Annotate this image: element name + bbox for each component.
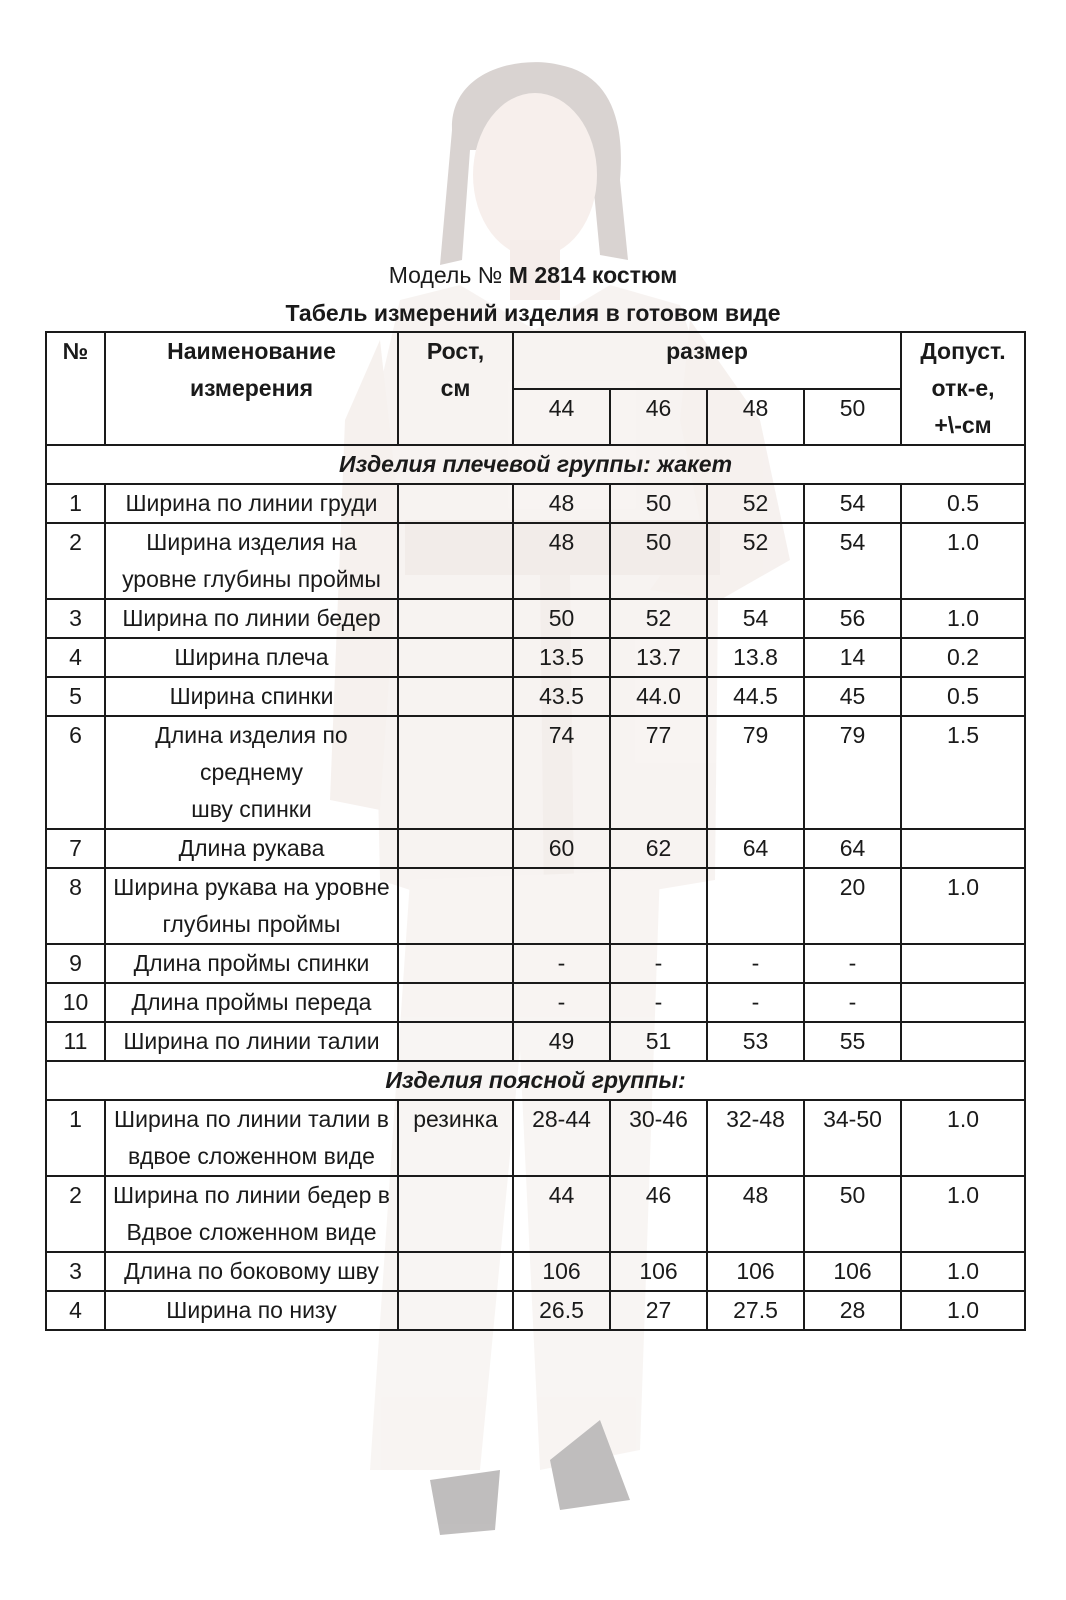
height-value <box>398 1176 513 1252</box>
height-value: резинка <box>398 1100 513 1176</box>
height-value <box>398 1291 513 1330</box>
table-row <box>46 484 1025 523</box>
size-value: - <box>707 983 804 1022</box>
row-number: 8 <box>46 868 105 944</box>
measurement-name-line: шву спинки <box>191 796 312 822</box>
height-value <box>398 599 513 638</box>
tolerance-value: 1.0 <box>901 1252 1025 1291</box>
size-value: - <box>804 983 901 1022</box>
size-value: 50 <box>610 523 707 599</box>
measurement-name-line: Ширина изделия на <box>146 529 357 555</box>
height-value <box>398 983 513 1022</box>
measurement-name <box>105 944 398 983</box>
size-value: 74 <box>513 716 610 829</box>
size-value: 50 <box>804 1176 901 1252</box>
tolerance-value: 1.0 <box>901 523 1025 599</box>
size-value: 44.5 <box>707 677 804 716</box>
header-tolerance <box>901 332 1025 445</box>
height-value <box>398 829 513 868</box>
header-height-line: см <box>440 375 471 401</box>
size-value: 64 <box>707 829 804 868</box>
header-name-line: измерения <box>189 375 314 401</box>
group-row <box>46 445 1025 484</box>
size-value: 44.0 <box>610 677 707 716</box>
measurement-name-line: Ширина спинки <box>169 683 334 709</box>
table-row <box>46 1176 1025 1252</box>
size-value: 48 <box>513 484 610 523</box>
row-number: 6 <box>46 716 105 829</box>
height-value <box>398 484 513 523</box>
row-number: 4 <box>46 1291 105 1330</box>
group-row <box>46 1061 1025 1100</box>
row-number: 1 <box>46 1100 105 1176</box>
size-value: 13.5 <box>513 638 610 677</box>
size-value: 48 <box>707 1176 804 1252</box>
model-title-number: М 2814 костюм <box>508 262 678 288</box>
header-size-value: 46 <box>610 389 707 446</box>
model-title-prefix: Модель № <box>388 262 503 288</box>
measurement-name-line: Ширина по линии бедер <box>122 605 381 631</box>
height-value <box>398 716 513 829</box>
size-value: 62 <box>610 829 707 868</box>
measurement-table <box>45 331 1026 1331</box>
measurement-name-line: Длина рукава <box>178 835 325 861</box>
measurement-name-line: Длина проймы спинки <box>133 950 370 976</box>
measurement-name-line: Ширина по линии груди <box>125 490 378 516</box>
size-value: 54 <box>707 599 804 638</box>
size-value: 79 <box>804 716 901 829</box>
tolerance-value: 0.5 <box>901 484 1025 523</box>
header-row <box>46 332 1025 389</box>
size-value: 50 <box>610 484 707 523</box>
measurement-name-line: Вдвое сложенном виде <box>126 1219 377 1245</box>
height-value <box>398 944 513 983</box>
header-size: размер <box>513 332 901 389</box>
size-value: 26.5 <box>513 1291 610 1330</box>
size-value: 28 <box>804 1291 901 1330</box>
measurement-name <box>105 716 398 829</box>
tolerance-value <box>901 1022 1025 1061</box>
measurement-name-line: Ширина рукава на уровне <box>113 874 390 900</box>
size-value: 55 <box>804 1022 901 1061</box>
row-number: 3 <box>46 1252 105 1291</box>
tolerance-value: 1.0 <box>901 1291 1025 1330</box>
table-row <box>46 1022 1025 1061</box>
table-row <box>46 716 1025 829</box>
size-value <box>610 868 707 944</box>
header-height-line: Рост, <box>426 338 485 364</box>
row-number: 5 <box>46 677 105 716</box>
measurement-name-line: Ширина плеча <box>174 644 329 670</box>
size-value: 77 <box>610 716 707 829</box>
measurement-name <box>105 523 398 599</box>
size-value: 30-46 <box>610 1100 707 1176</box>
header-height <box>398 332 513 445</box>
measurement-name-line: Ширина по низу <box>166 1297 337 1323</box>
size-value: 20 <box>804 868 901 944</box>
size-value: - <box>707 944 804 983</box>
height-value <box>398 677 513 716</box>
table-row <box>46 1100 1025 1176</box>
tolerance-value <box>901 983 1025 1022</box>
header-num: № <box>46 332 105 445</box>
row-number: 9 <box>46 944 105 983</box>
height-value <box>398 523 513 599</box>
size-value: 44 <box>513 1176 610 1252</box>
table-subtitle: Табель измерений изделия в готовом виде <box>285 300 781 326</box>
height-value <box>398 638 513 677</box>
size-value: 106 <box>804 1252 901 1291</box>
table-row <box>46 1291 1025 1330</box>
table-row <box>46 983 1025 1022</box>
row-number: 4 <box>46 638 105 677</box>
size-value: 54 <box>804 523 901 599</box>
measurement-name <box>105 677 398 716</box>
size-value: - <box>610 944 707 983</box>
measurement-name <box>105 829 398 868</box>
model-title <box>0 262 1066 289</box>
size-value: 106 <box>707 1252 804 1291</box>
measurement-name <box>105 599 398 638</box>
group-title: Изделия поясной группы: <box>46 1061 1025 1100</box>
measurement-name-line: глубины проймы <box>162 911 341 937</box>
row-number: 10 <box>46 983 105 1022</box>
size-value <box>707 868 804 944</box>
row-number: 11 <box>46 1022 105 1061</box>
header-tolerance-line: Допуст. <box>920 338 1006 364</box>
measurement-name-line: Ширина по линии талии в <box>114 1106 389 1132</box>
measurement-name-line: уровне глубины проймы <box>122 566 381 592</box>
size-value: 46 <box>610 1176 707 1252</box>
size-value <box>513 868 610 944</box>
row-number: 3 <box>46 599 105 638</box>
size-value: 50 <box>513 599 610 638</box>
size-value: 43.5 <box>513 677 610 716</box>
table-row <box>46 599 1025 638</box>
size-value: 13.8 <box>707 638 804 677</box>
size-value: 106 <box>610 1252 707 1291</box>
header-size-value: 48 <box>707 389 804 446</box>
table-row <box>46 868 1025 944</box>
size-value: 34-50 <box>804 1100 901 1176</box>
measurement-name <box>105 484 398 523</box>
tolerance-value: 0.2 <box>901 638 1025 677</box>
size-value: - <box>513 983 610 1022</box>
measurement-name-line: вдвое сложенном виде <box>128 1143 375 1169</box>
size-value: 52 <box>707 484 804 523</box>
size-value: 14 <box>804 638 901 677</box>
size-value: 60 <box>513 829 610 868</box>
size-value: 51 <box>610 1022 707 1061</box>
tolerance-value <box>901 944 1025 983</box>
table-row <box>46 523 1025 599</box>
size-value: 79 <box>707 716 804 829</box>
size-value: 49 <box>513 1022 610 1061</box>
row-number: 1 <box>46 484 105 523</box>
tolerance-value <box>901 829 1025 868</box>
table-row <box>46 829 1025 868</box>
measurement-name <box>105 983 398 1022</box>
tolerance-value: 1.0 <box>901 868 1025 944</box>
size-value: - <box>513 944 610 983</box>
tolerance-value: 1.5 <box>901 716 1025 829</box>
size-value: 64 <box>804 829 901 868</box>
measurement-name <box>105 638 398 677</box>
measurement-name-line: Ширина по линии бедер в <box>113 1182 390 1208</box>
size-value: 54 <box>804 484 901 523</box>
row-number: 2 <box>46 523 105 599</box>
header-name <box>105 332 398 445</box>
measurement-name <box>105 1291 398 1330</box>
height-value <box>398 1022 513 1061</box>
header-tolerance-line: +\-см <box>934 412 992 438</box>
table-row <box>46 638 1025 677</box>
tolerance-value: 0.5 <box>901 677 1025 716</box>
size-value: 27.5 <box>707 1291 804 1330</box>
size-value: 48 <box>513 523 610 599</box>
header-tolerance-line: отк-е, <box>931 375 995 401</box>
size-value: 106 <box>513 1252 610 1291</box>
measurement-name <box>105 868 398 944</box>
measurement-name <box>105 1252 398 1291</box>
size-value: 13.7 <box>610 638 707 677</box>
tolerance-value: 1.0 <box>901 599 1025 638</box>
measurement-name-line: Длина изделия по <box>155 722 348 748</box>
size-value: 45 <box>804 677 901 716</box>
measurement-name-line: Длина проймы переда <box>131 989 372 1015</box>
size-value: 28-44 <box>513 1100 610 1176</box>
header-size-value: 44 <box>513 389 610 446</box>
size-value: 56 <box>804 599 901 638</box>
measurement-name-line: Длина по боковому шву <box>124 1258 379 1284</box>
height-value <box>398 1252 513 1291</box>
size-value: 27 <box>610 1291 707 1330</box>
header-size-value: 50 <box>804 389 901 446</box>
row-number: 2 <box>46 1176 105 1252</box>
size-value: 52 <box>707 523 804 599</box>
size-value: - <box>804 944 901 983</box>
row-number: 7 <box>46 829 105 868</box>
measurement-name <box>105 1100 398 1176</box>
table-row <box>46 944 1025 983</box>
height-value <box>398 868 513 944</box>
measurement-name <box>105 1176 398 1252</box>
measurement-name-line: среднему <box>199 759 304 785</box>
tolerance-value: 1.0 <box>901 1176 1025 1252</box>
group-title: Изделия плечевой группы: жакет <box>46 445 1025 484</box>
table-row <box>46 1252 1025 1291</box>
size-value: 53 <box>707 1022 804 1061</box>
size-value: 52 <box>610 599 707 638</box>
measurement-name <box>105 1022 398 1061</box>
size-value: - <box>610 983 707 1022</box>
table-row <box>46 677 1025 716</box>
size-value: 32-48 <box>707 1100 804 1176</box>
tolerance-value: 1.0 <box>901 1100 1025 1176</box>
measurement-name-line: Ширина по линии талии <box>123 1028 380 1054</box>
header-name-line: Наименование <box>167 338 336 364</box>
